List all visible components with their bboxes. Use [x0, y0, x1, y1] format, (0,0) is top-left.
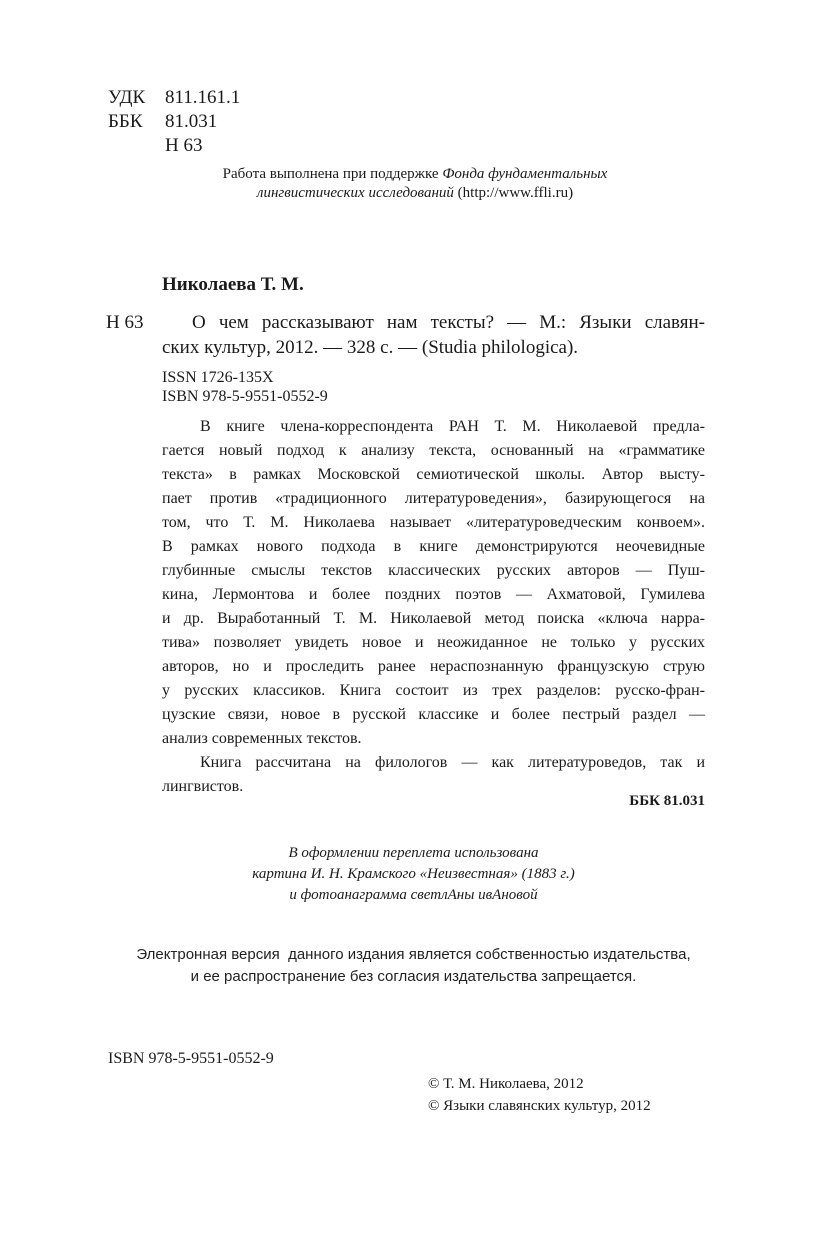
annotation-line: лингвистов. [162, 778, 244, 795]
annotation-line: текста» в рамках Московской семиотической школы. Автор высту- [162, 466, 705, 483]
support-prefix: Работа выполнена при поддержке [222, 166, 443, 182]
annotation [162, 415, 705, 799]
annotation-line: В книге члена-корреспондента РАН Т. М. Николаевой предла- [200, 418, 705, 435]
title-line-2: ских культур, 2012. — 328 с. — (Studia philologica). [162, 337, 579, 358]
record-code: Н 63 [106, 312, 144, 333]
cover-credit [200, 843, 627, 906]
footer-isbn: ISBN 978-5-9551-0552-9 [108, 1050, 274, 1067]
classification-block [108, 86, 240, 158]
bbk-code: ББК 81.031 [629, 793, 705, 809]
annotation-line: у русских классиков. Книга состоит из трех разделов: русско-фран- [162, 682, 705, 699]
title-line-1: О чем рассказывают нам тексты? — М.: Языки славян- [192, 312, 705, 333]
udk-label: УДК [108, 87, 146, 108]
annotation-line: том, что Т. М. Николаева называет «литературоведческим конвоем». [162, 514, 705, 531]
bbk-label: ББК [108, 111, 143, 132]
title-description [162, 310, 705, 360]
bbk-row [108, 110, 240, 134]
annotation-line: анализ современных текстов. [162, 730, 362, 747]
fund-name-line2: лингвистических исследований [256, 185, 454, 201]
annotation-line: авторов, но и проследить ранее нераспознанную французскую струю [162, 658, 705, 675]
identifiers [162, 368, 328, 406]
annotation-line: Книга рассчитана на филологов — как литературоведов, так и [200, 754, 705, 771]
copyright-block [428, 1073, 651, 1117]
annotation-paragraph-1 [162, 415, 705, 751]
notice-line-1: Электронная версия данного издания является собственностью издательства, [136, 946, 691, 963]
cover-line-3: и фотоанаграмма светлАны ивАновой [289, 887, 538, 903]
annotation-line: цузские связи, новое в русской классике и более пестрый раздел — [162, 706, 705, 723]
copyright-author: © Т. М. Николаева, 2012 [428, 1076, 584, 1092]
annotation-line: пает против «традиционного литературоведения», базирующегося на [162, 490, 705, 507]
fund-name-line1: Фонда фундаментальных [442, 166, 608, 182]
annotation-line: гается новый подход к анализу текста, основанный на «грамматике [162, 442, 705, 459]
udk-value: 811.161.1 [165, 87, 241, 108]
support-url: (http://www.ffli.ru) [453, 185, 574, 201]
annotation-line: В рамках нового подхода в книге демонстрируются неочевидные [162, 538, 705, 555]
bbk-value: 81.031 [165, 111, 218, 132]
cover-line-1: В оформлении переплета использована [288, 845, 539, 861]
annotation-paragraph-2 [162, 751, 705, 799]
cover-line-2: картина И. Н. Крамского «Неизвестная» (1883 г.) [252, 866, 575, 882]
author-sign: Н 63 [165, 135, 203, 156]
copyright-publisher: © Языки славянских культур, 2012 [428, 1098, 651, 1114]
annotation-line: глубинные смыслы текстов классических русских авторов — Пуш- [162, 562, 705, 579]
issn: ISSN 1726-135X [162, 369, 274, 386]
support-note [180, 165, 650, 203]
author-heading: Николаева Т. М. [162, 274, 304, 295]
udk-row [108, 86, 240, 110]
notice-line-2: и ее распространение без согласия издательства запрещается. [190, 968, 637, 985]
annotation-line: кина, Лермонтова и более поздних поэтов — Ахматовой, Гумилева [162, 586, 705, 603]
annotation-line: и др. Выработанный Т. М. Николаевой метод поиска «ключа нарра- [162, 610, 705, 627]
isbn: ISBN 978-5-9551-0552-9 [162, 388, 328, 405]
electronic-version-notice [90, 944, 737, 988]
annotation-line: тива» позволяет увидеть новое и неожиданное не только у русских [162, 634, 705, 651]
